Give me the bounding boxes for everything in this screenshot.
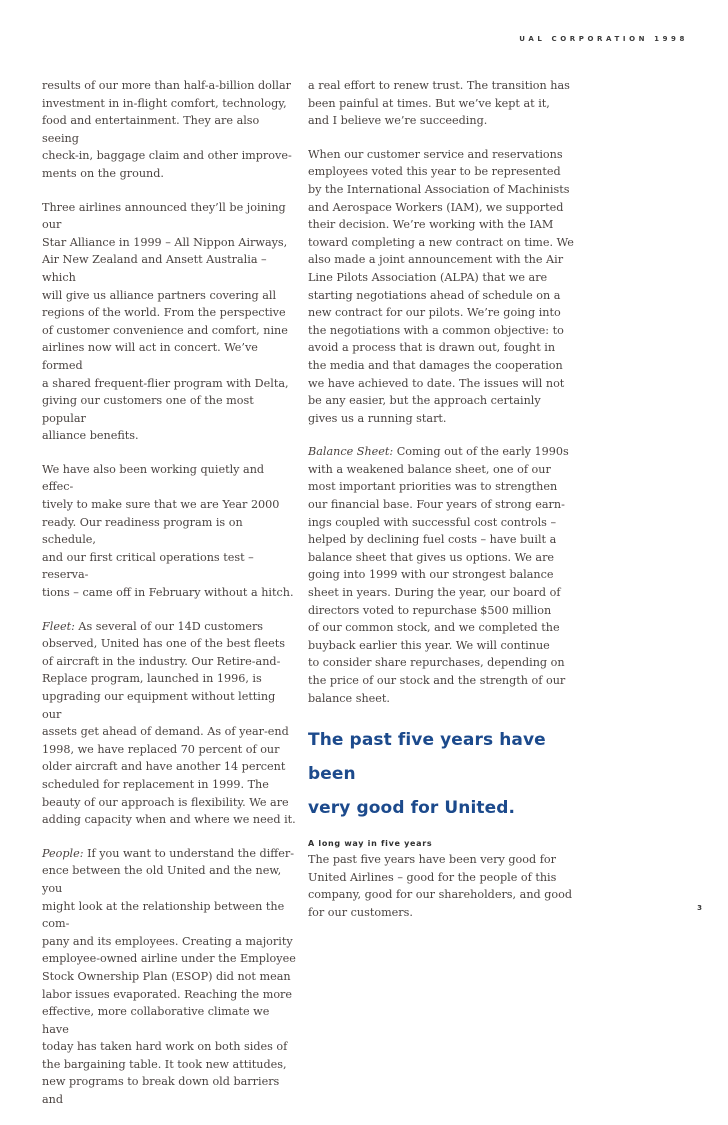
paragraph: When our customer service and reservations employees voted this year to be represented by the International Association of Machinists and Aerospace Workers (IAM), we supported their decision. We’re working with the IAM toward completing a new contract on time. We also made a joint announcement with the Air Line Pilots Association (ALPA) that we are starting negotiations ahead of schedule on a new contract for our pilots. We’re going into the negotiations with a common objective: to avoid a process that is drawn out, fought in the media and that damages the cooperation we have achieved to date. The issues will not be any easier, but the approach certainly gives us a running start.: [308, 147, 574, 425]
section-subhead: A long way in five years: [308, 839, 433, 849]
balance-sheet-label: Balance Sheet:: [308, 445, 394, 459]
balance-sheet-paragraph: [308, 443, 578, 707]
paragraph: a real effort to renew trust. The transition has been painful at times. But we’ve kept at it, and I believe we’re succeeding.: [308, 79, 570, 128]
closing-paragraph: The past five years have been very good for United Airlines – good for the people of this company, good for our shareholders, and good for our customers.: [308, 853, 573, 919]
fleet-paragraph: [42, 618, 297, 829]
fleet-text: As several of our 14D customers observed, United has one of the best fleets of aircraft in the industry. Our Retire-and- Replace program, launched in 1996, is upgrading our equipment without letting our assets get ahead of demand. As of year-end 1998, we have replaced 70 percent of our older aircraft and have another 14 percent scheduled for replacement in 1999. The beauty of our approach is flexibility. We are adding capacity when and where we need it.: [42, 619, 296, 827]
left-column: [42, 77, 297, 1125]
paragraph: Three airlines announced they’ll be joining our Star Alliance in 1999 – All Nippon Airways, Air New Zealand and Ansett Australia – which will give us alliance partners covering all regions of the world. From the perspective of customer convenience and comfort, nine airlines now will act in concert. We’ve formed a shared frequent-flier program with Delta, giving our customers one of the most popular alliance benefits.: [42, 200, 289, 443]
people-paragraph: [42, 845, 297, 1109]
running-header: UAL CORPORATION 1998: [519, 35, 688, 43]
paragraph: results of our more than half-a-billion dollar investment in in-flight comfort, technology, food and entertainment. They are also seeing check-in, baggage claim and other improve- ments on the ground.: [42, 79, 292, 180]
people-label: People:: [42, 846, 84, 860]
pull-quote: The past five years have been very good for United.: [308, 730, 546, 819]
fleet-label: Fleet:: [42, 619, 75, 633]
page-number: 3: [697, 904, 702, 912]
right-column: [308, 77, 578, 938]
people-text: If you want to understand the differ- ence between the old United and the new, you might look at the relationship between the com- pany and its employees. Creating a majority employee-owned airline under the Employee Stock Ownership Plan (ESOP) did not mean labor issues evaporated. Reaching the more effective, more collaborative climate we have today has taken hard work on both sides of the bargaining table. It took new attitudes, new programs to break down old barriers and: [42, 846, 296, 1107]
balance-sheet-text: Coming out of the early 1990s with a weakened balance sheet, one of our most important priorities was to strengthen our financial base. Four years of strong earn- ings coupled with successful cost controls – helped by declining fuel costs – have built a balance sheet that gives us options. We are going into 1999 with our strongest balance sheet in years. During the year, our board of directors voted to repurchase $500 million of our common stock, and we completed the buyback earlier this year. We will continue to consider share repurchases, depending on the price of our stock and the strength of our balance sheet.: [308, 445, 569, 705]
paragraph: We have also been working quietly and effec- tively to make sure that we are Year 2000 ready. Our readiness program is on schedule, and our first critical operations test – reserva- tions – came off in February without a hitch.: [42, 462, 294, 600]
